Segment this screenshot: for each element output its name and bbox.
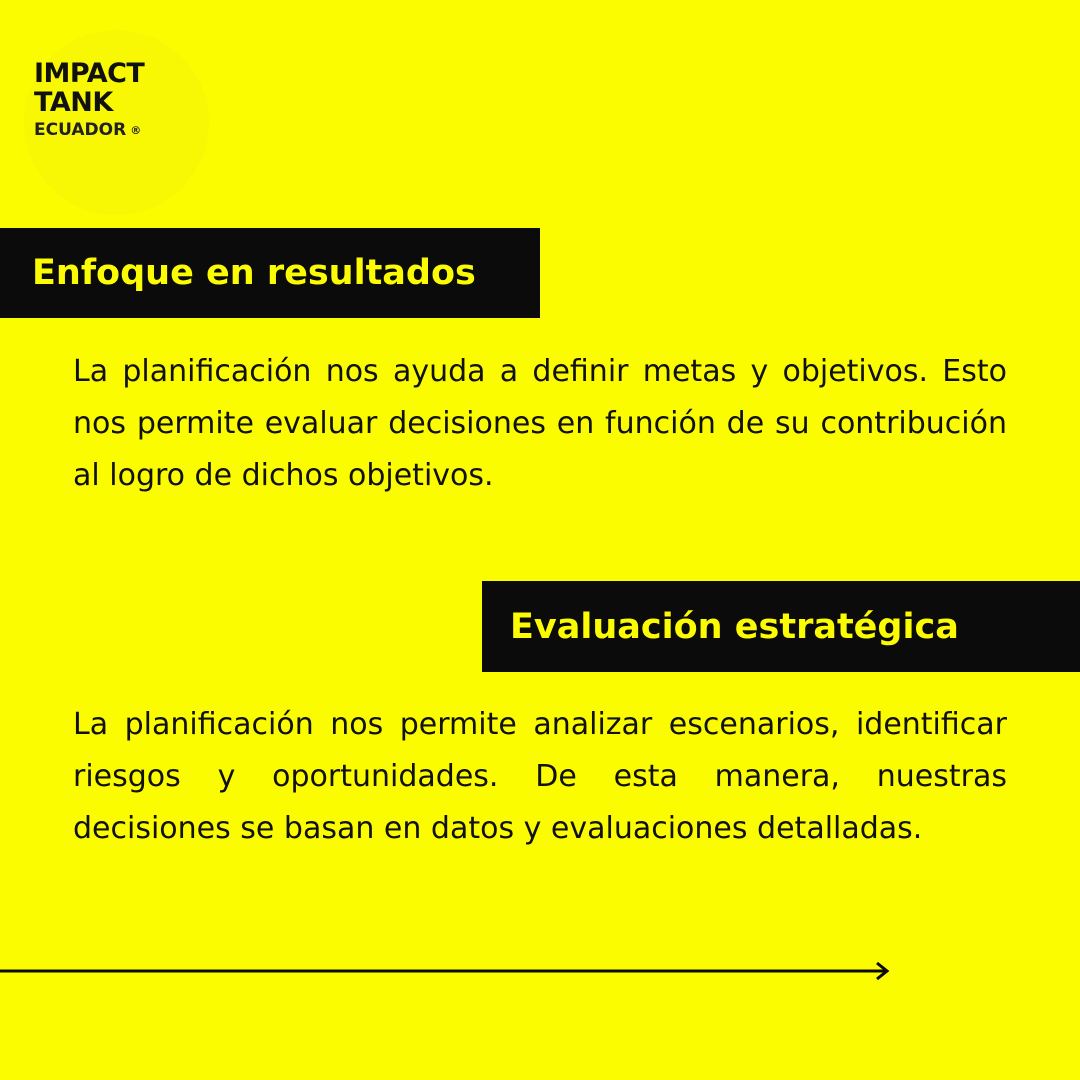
section-heading-text: Enfoque en resultados (32, 253, 476, 293)
section-body-enfoque: La planificación nos ayuda a definir metas y objetivos. Esto nos permite evaluar decisiones en función de su contribución al logro de dichos objetivos. (73, 354, 1007, 493)
section-heading-evaluacion (482, 581, 1080, 672)
section-heading-enfoque (0, 228, 540, 318)
registered-mark: ® (130, 123, 142, 137)
logo-line-ecuador (34, 122, 184, 139)
section-body-evaluacion: La planificación nos permite analizar escenarios, identificar riesgos y oportunidades. De esta manera, nuestras decisiones se basan en datos y evaluaciones detalladas. (73, 707, 1007, 846)
logo-ecuador-text: ECUADOR (34, 120, 127, 140)
brand-logo (34, 60, 184, 170)
logo-line-tank: TANK (34, 87, 113, 118)
section-heading-text: Evaluación estratégica (510, 606, 959, 647)
arrow-right-icon[interactable] (0, 958, 895, 984)
logo-line-impact: IMPACT (34, 58, 145, 89)
